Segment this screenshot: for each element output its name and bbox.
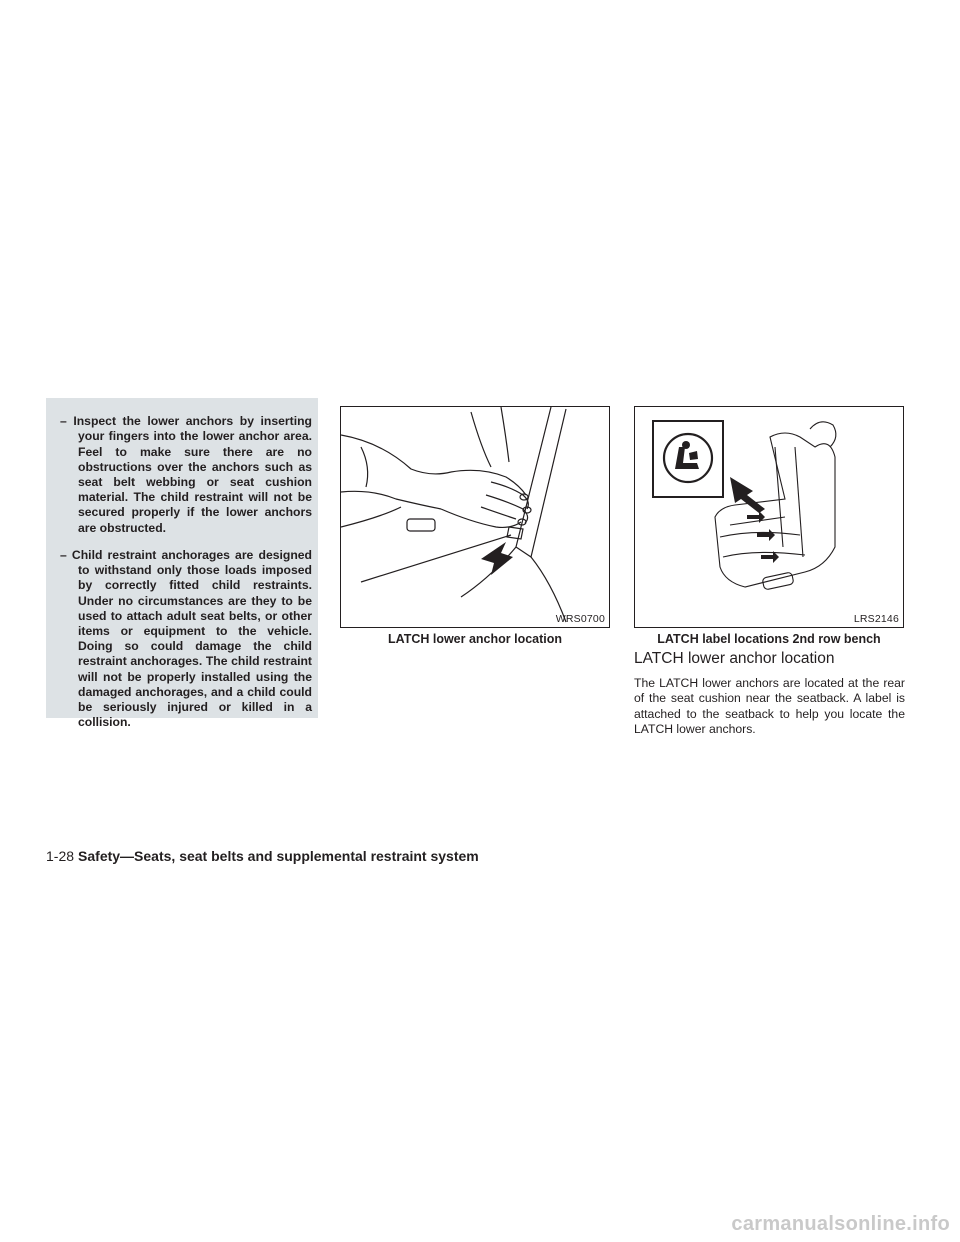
section-body: The LATCH lower anchors are located at the rear of the seat cushion near the seatback. A label is attached to the seatback to help you locate the LATCH lower anchors. [634, 676, 905, 737]
arrow-icon [730, 477, 765, 513]
arrow-icon [481, 542, 513, 575]
page-number: 1-28 [46, 848, 75, 864]
figure-label-locations [634, 406, 904, 628]
section-heading: LATCH lower anchor location [634, 650, 835, 667]
figure-lower-anchor [340, 406, 610, 628]
figure-code: WRS0700 [555, 613, 605, 625]
watermark: carmanualsonline.info [731, 1213, 950, 1235]
bench-seat-illustration [635, 407, 903, 627]
hand-anchor-illustration [341, 407, 609, 627]
figure-caption: LATCH label locations 2nd row bench [657, 632, 881, 646]
warning-box [46, 398, 318, 730]
page-footer [46, 848, 479, 864]
footer-section-title: Safety—Seats, seat belts and supplemental restraint system [78, 848, 479, 864]
figure-code: LRS2146 [853, 613, 899, 625]
warning-item: – Inspect the lower anchors by inserting your fingers into the lower anchor area. Feel to make sure there are no obstructions over the anchors such as seat belt webbing or seat cushion material. The child restraint will not be secured properly if the lower anchors are obstructed. [60, 414, 312, 535]
arrow-icon [757, 529, 775, 541]
latch-label-icon [653, 421, 723, 497]
figure-caption: LATCH lower anchor location [387, 632, 563, 646]
warning-item: – Child restraint anchorages are designed to withstand only those loads imposed by correctly fitted child restraints. Under no circumstances are they to be used to attach adult seat belts, or other items or equipment to the vehicle. Doing so could damage the child restraint anchorages. The child restraint will not be properly installed using the damaged anchorages, and a child could be seriously injured or killed in a collision. [60, 548, 312, 730]
